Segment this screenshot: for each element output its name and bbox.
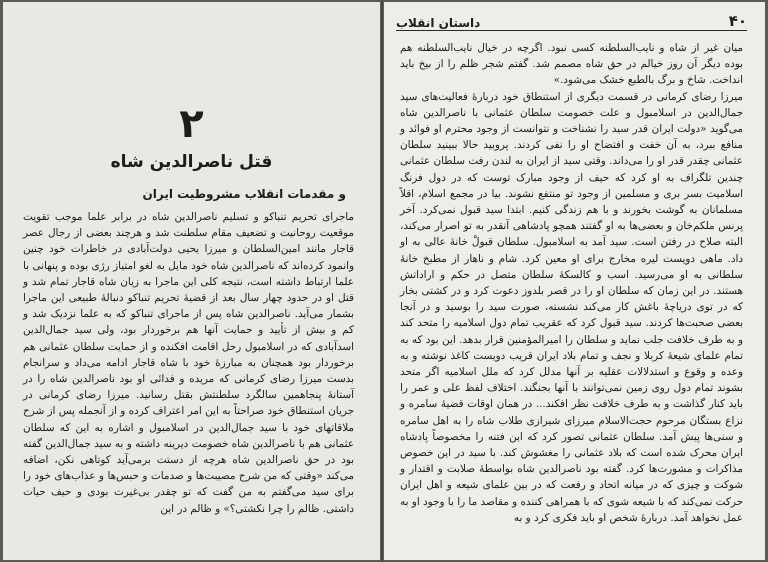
left-page bbox=[3, 2, 380, 560]
paragraph-2: میرزا رضای کرمانی در قسمت دیگری از استنطاق خود دربارهٔ فعالیت‌های سید جمال‌الدین در اسلامبول و علت خصومت سلطان عثمانی با ناصرالدین شاه می‌گوید «دولت ایران قدر سید را نشناخت و نتوانست از وجود محترم او فوائد و منافع ببرد، به آن خفت و افتضاح او را نفی کردند. پروبید حالا ببینید سلطان عثمانی چقدر قدر او را می‌داند. وقتی سید از ایران به لندن رفت سلطان عثمانی چندین تلگراف به او کرد که حیف از وجود مبارک توست که در دول فرنگ اسلامیت بسر بری و مسلمین از وجود تو منتفع نشوند. بیا در مجمع اسلام، اقلاً مسلمانان به گوشت بخورند و با هم زندگی کنیم. ابتدا سید قبول نمی‌کرد. آخر پرنس ملکم‌خان و بعضی‌ها به او گفتند همچو پادشاهی آنقدر به تو اصرار می‌کند، البته صلاح در رفتن است. سید آمد به اسلامبول. سلطان قبول‌ْ خانهٔ عالی به او داد. ماهی دویست لیره مخارج برای او معین کرد. شام و ناهار از مطبخ خانهٔ سلطانی به او می‌رسید. اسب و کالسکهٔ سلطان متصل در حکم و اراداتش هستند. در این زمان که سلطان او را در قصر بلدوز دعوت کرد و در کشتی بخار که در توی دریاچهٔ باغش کار می‌کند نشسته، صورت سید را بوسید و در آنجا بعضی صحبت‌ها کردند. سید قبول کرد که عقریب تمام دول اسلامیه را متحد کند و به طرف خلافت جلب نماید و سلطان را امیرالمؤمنین قرار بدهد. این بود که به تمام علمای شیعهٔ کربلا و نجف و تمام بلاد ایران قریب دویست کاغذ نوشته و به وعده و وقوع و استدلالات عقلیه بر آنها مدلل کرد که ملل اسلامیه اگر متحد بشوند تمام دول روی زمین نمی‌توانند با آنها بجنگند. اختلاف لفظ علی و عمر را باید کنار گذاشت و به طرف خلافت نظر افکند... در همان اوقات قضیهٔ سامره و نزاع بستگان مرحوم حجت‌الاسلام میرزای شیرازی طلاب شاه را به اهل سامره و سنی‌ها پیش آمد. سلطان عثمانی تصور کرد که این فتنه را مخصوصاً پادشاه ایران محرک شده است که بلاد عثمانی را مغشوش کند. با سید در این خصوص مذاکرات و مشورت‌ها کرد. گفته بود ناصرالدین شاه بواسطهٔ صلابت و اقتدار و شوکت و چیزی که در میانه اتحاد و رفعت که در بین علمای شیعه و اهل ایران حرکت نمی‌کند که با شیعه شوی که با همراهی کننده و مقاصد ما را با وجود او به عمل نخواهد آمد. دربارهٔ شخص او باید فکری کرد و به bbox=[400, 90, 743, 524]
bleed-through-header bbox=[17, 12, 366, 28]
right-page bbox=[384, 2, 765, 560]
right-body-text bbox=[400, 40, 743, 526]
running-title: داستان انقلاب bbox=[396, 16, 481, 30]
running-header bbox=[396, 10, 747, 31]
left-body-text: ماجرای تحریم تنباکو و تسلیم ناصرالدین شاه در برابر علما موجب تقویت موقعیت روحانیت و تضعیف مقام سلطنت شد و هرچند بعضی از رجال عصر قاجار مانند امین‌السلطان و میرزا یحیی دولت‌آبادی در خاطرات خود چنین وانمود کرده‌اند که ناصرالدین شاه خود مایل به لغو امتیاز رژی بوده و پنهانی با علما ارتباط داشته است، نتیجه کلی این ماجرا به زیان شاه قاجار تمام شد و قتل او در حدود چهار سال بعد از قضیهٔ تحریم تنباکو دنبالهٔ طبیعی این ماجرا بشمار می‌آید. ناصرالدین شاه پس از ماجرای تنباکو که به علما نزدیک شد و کم و بیش از تأیید و حمایت آنها هم برخوردار بود، ولی سید جمال‌الدین اسدآبادی که در اسلامبول رحل اقامت افکنده و از حمایت سلطان عثمانی هم برخوردار بود همچنان به مبارزهٔ خود با شاه قاجار ادامه می‌داد و سرانجام بدست میرزا رضای کرمانی که مریده و فدائی او بود ناصرالدین شاه را در آستانهٔ پنجاهمین سالگرد سلطنتش بقتل رسانید. میرزا رضای کرمانی در جریان استنطاق خود صراحتاً به این امر اعتراف کرده و از آنجمله پس از شرح ملاقاتهای خود با سید جمال‌الدین در اسلامبول و اشاره به این که سلطان عثمانی هم با ناصرالدین شاه خصومت دیرینه داشته و به سید جمال‌الدین گفته بود در حق ناصرالدین شاه هرچه از دستت برمی‌آید کوتاهی نکن، اضافه می‌کند «وقتی که من شرح مصیبت‌ها و صدمات و حبس‌ها و عذاب‌های خود را برای سید می‌گفتم به من گفت که تو چقدر بی‌غیرت بودی و حیف حیات داشتی. ظالم را چرا نکشتی؟» و ظالم در این bbox=[23, 211, 354, 515]
paragraph-1: میان غیر از شاه و نایب‌السلطنه کسی نبود. اگرچه در خیال نایب‌السلطنه هم بوده دیگر آن روز خیالم در حق شاه مصمم شد. گفتم شجر ظلم را از بیخ باید انداخت. شاخ و برگ بالطبع خشک می‌شود.» bbox=[400, 42, 743, 87]
chapter-title: قتل ناصرالدین شاه bbox=[110, 152, 273, 172]
page-number: ۴۰ bbox=[728, 12, 747, 30]
chapter-subtitle: و مقدمات انقلاب مشروطیت ایران bbox=[142, 187, 346, 201]
chapter-number: ۲ bbox=[179, 101, 204, 147]
